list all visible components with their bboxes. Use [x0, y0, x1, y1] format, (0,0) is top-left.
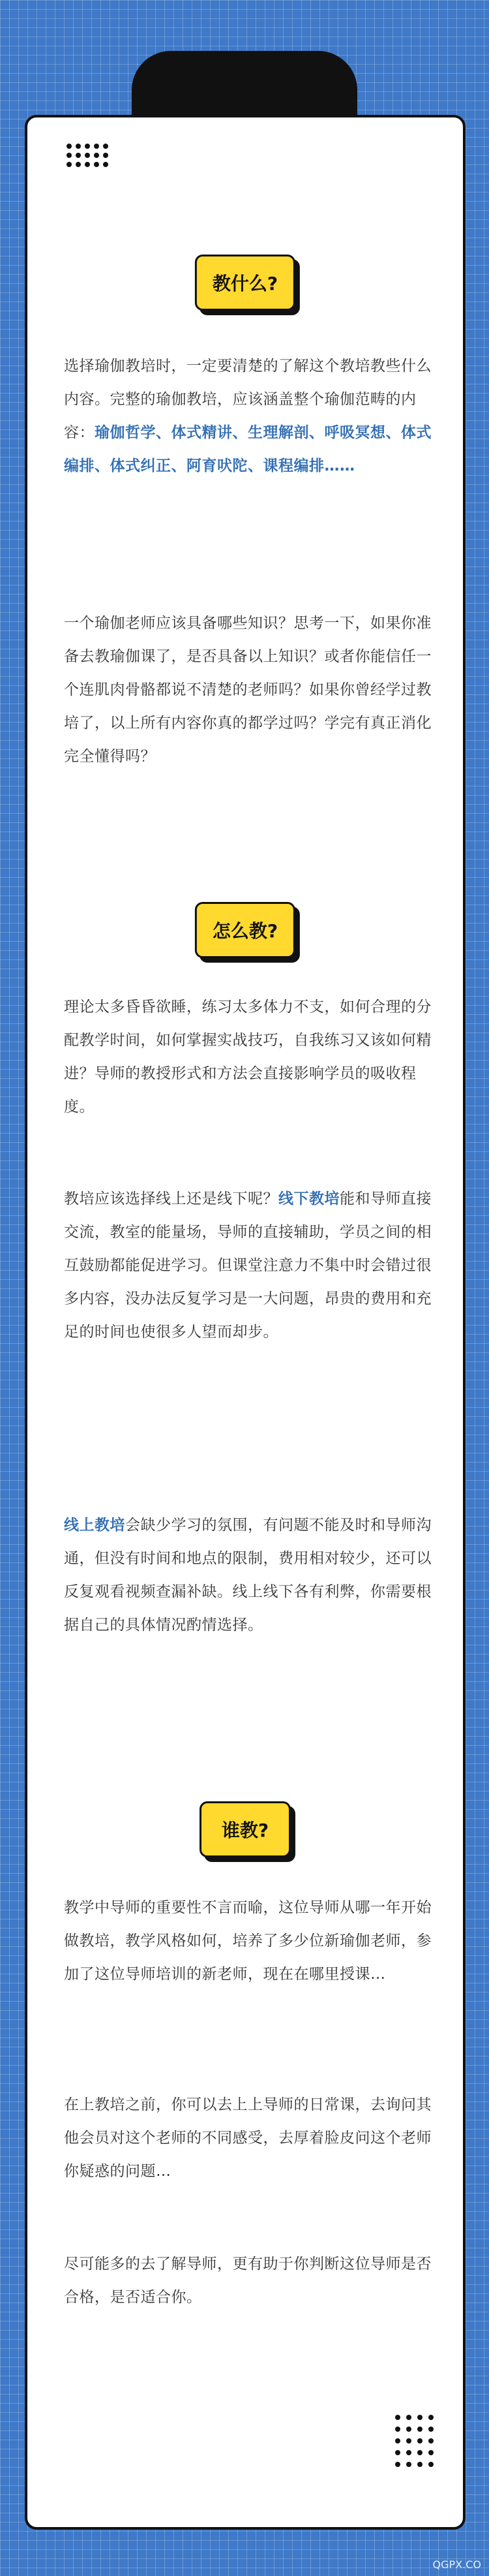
paragraph-online-training: [64, 1509, 436, 1642]
paragraph-text: 会缺少学习的氛围，有问题不能及时和导师沟通，但没有时间和地点的限制，费用相对较少，还可以反复观看视频查漏补缺。线上线下各有利弊，你需要根据自己的具体情况酌情选择。: [64, 1517, 432, 1634]
decorative-dot-grid-icon: [67, 144, 108, 167]
paragraph-text: 能和导师直接交流，教室的能量场，导师的直接辅助，学员之间的相互鼓励都能促进学习。但课堂注意力不集中时会错过很多内容，没办法反复学习是一大问题，昂贵的费用和充足的时间也使很多人望而却步。: [64, 1190, 432, 1341]
paragraph-mentor-importance: 教学中导师的重要性不言而喻，这位导师从哪一年开始做教培，教学风格如何，培养了多少位新瑜伽老师，参加了这位导师培训的新老师，现在在哪里授课…: [64, 1899, 432, 1983]
highlight-curriculum: 瑜伽哲学、体式精讲、生理解剖、呼吸冥想、体式编排、体式纠正、阿育吠陀、课程编排……: [64, 424, 432, 474]
paragraph-text: 教培应该选择线上还是线下呢？: [64, 1190, 278, 1207]
paragraph-teacher-knowledge: 一个瑜伽老师应该具备哪些知识？思考一下，如果你准备去教瑜伽课了，是否具备以上知识？或者你能信任一个连肌肉骨骼都说不清楚的老师吗？如果你曾经学过教培了，以上所有内容你真的都学过吗？学完有真正消化完全懂得吗？: [64, 615, 432, 765]
section-heading-who: 谁教?: [200, 1801, 291, 1857]
highlight-offline: 线下教培: [278, 1190, 340, 1207]
paragraph-before-training: 在上教培之前，你可以去上上导师的日常课，去询问其他会员对这个老师的不同感受，去厚着脸皮问这个老师你疑惑的问题…: [64, 2096, 432, 2180]
paragraph-text: 选择瑜伽教培时，一定要清楚的了解这个教培教些什么内容。完整的瑜伽教培，应该涵盖整个瑜伽范畴的内容：: [64, 358, 432, 441]
content-card: [25, 115, 466, 2530]
paragraph-teaching-method: 理论太多昏昏欲睡，练习太多体力不支，如何合理的分配教学时间，如何掌握实战技巧，自我练习又该如何精进？导师的教授形式和方法会直接影响学员的吸收程度。: [64, 999, 432, 1115]
watermark: QGPX.CO: [432, 2558, 481, 2571]
section-heading-how: 怎么教?: [195, 902, 295, 958]
section-heading-what: 教什么?: [195, 255, 295, 311]
highlight-online: 线上教培: [64, 1517, 125, 1534]
paragraph-offline-training: [64, 1183, 436, 1349]
decorative-dot-grid-icon: [395, 2415, 434, 2467]
paragraph-know-mentor: 尽可能多的去了解导师，更有助于你判断这位导师是否合格，是否适合你。: [64, 2256, 432, 2306]
paragraph-what-content: [64, 350, 436, 483]
